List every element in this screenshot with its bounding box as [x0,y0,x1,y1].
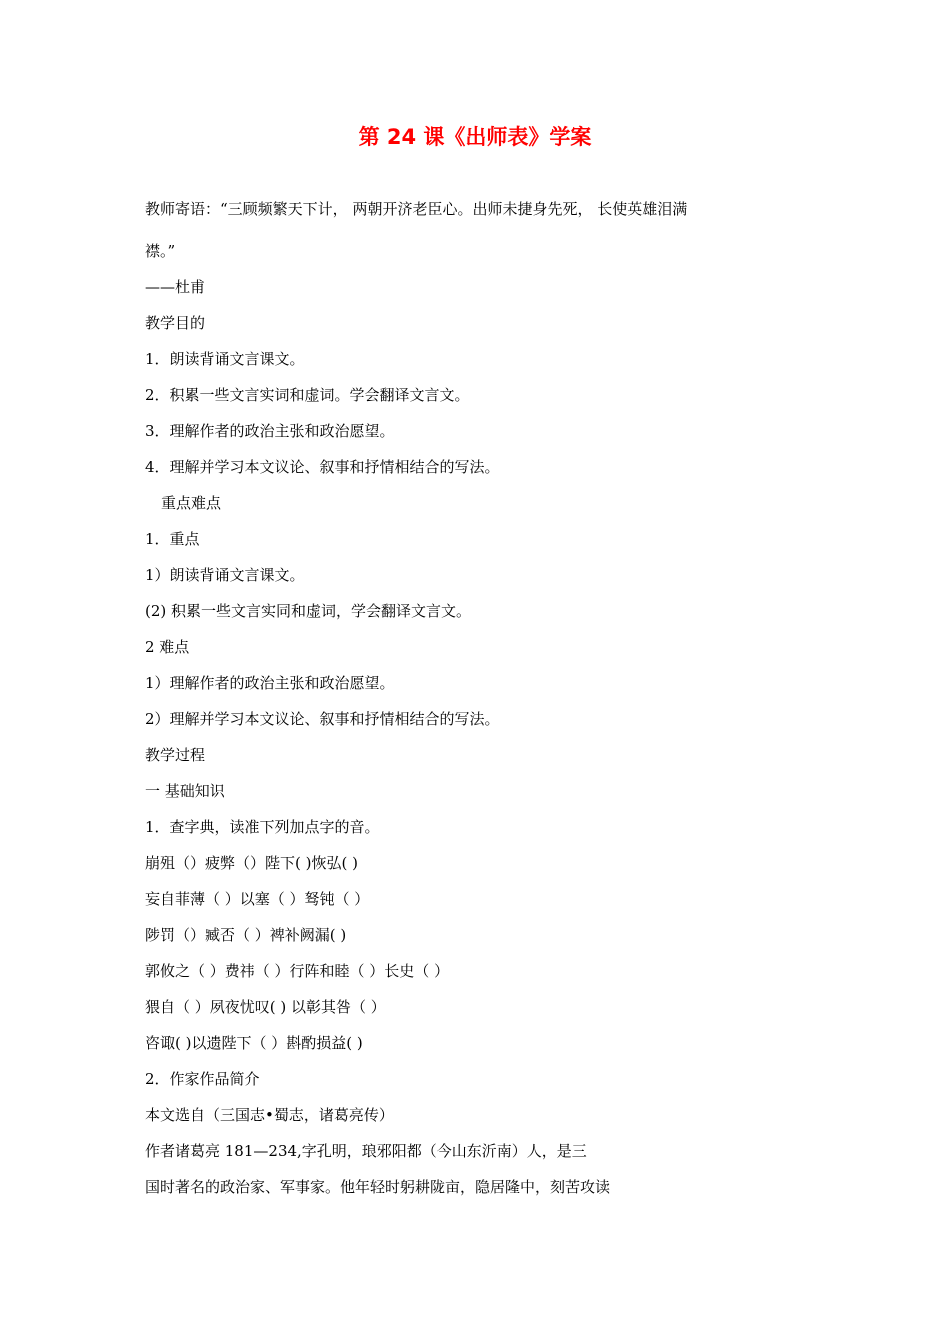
section-heading: 教学目的 [145,314,206,332]
text-line: 陟罚（）臧否（ ）裨补阙漏( ) [145,926,347,944]
text-line: 2．积累一些文言实词和虚词。学会翻译文言文。 [145,386,470,404]
text-line: 1．朗读背诵文言课文。 [145,350,305,368]
text-line: 1）理解作者的政治主张和政治愿望。 [145,674,395,692]
text-line: 咨诹( )以遗陛下（ ）斟酌损益( ) [145,1034,363,1052]
text-line: 4．理解并学习本文议论、叙事和抒情相结合的写法。 [145,458,500,476]
text-line: 教师寄语：“三顾频繁天下计， 两朝开济老臣心。出师未捷身先死， 长使英雄泪满 [145,200,688,218]
text-line: 2）理解并学习本文议论、叙事和抒情相结合的写法。 [145,710,500,728]
text-line: 本文选自（三国志•蜀志，诸葛亮传） [145,1106,394,1124]
text-line: 1．查字典，读准下列加点字的音。 [145,818,380,836]
text-line: 国时著名的政治家、军事家。他年轻时躬耕陇亩，隐居隆中，刻苦攻读 [145,1178,611,1196]
text-line: 1）朗读背诵文言课文。 [145,566,305,584]
document-title: 第 24 课《出师表》学案 [358,125,592,149]
text-line: 3．理解作者的政治主张和政治愿望。 [145,422,395,440]
text-line: 1．重点 [145,530,200,548]
text-line: ——杜甫 [145,278,206,296]
text-line: 猥自（ ）夙夜忧叹( ) 以彰其咎（ ） [145,998,386,1016]
text-line: 作者诸葛亮 181—234,字孔明，琅邪阳都（今山东沂南）人，是三 [145,1142,587,1160]
text-line: 一 基础知识 [145,782,225,800]
text-line: 2．作家作品简介 [145,1070,260,1088]
text-line: (2) 积累一些文言实同和虚词，学会翻译文言文。 [145,602,472,620]
text-line: 郭攸之（ ）费祎（ ）行阵和睦（ ）长史（ ） [145,962,450,980]
text-line: 2 难点 [145,638,190,656]
text-line: 妄自菲薄（ ）以塞（ ）驽钝（ ） [145,890,370,908]
section-heading: 重点难点 [161,494,222,512]
section-heading: 教学过程 [145,746,206,764]
text-line: 崩殂（）疲弊（）陛下( )恢弘( ) [145,854,358,872]
text-line: 襟。” [145,242,176,260]
